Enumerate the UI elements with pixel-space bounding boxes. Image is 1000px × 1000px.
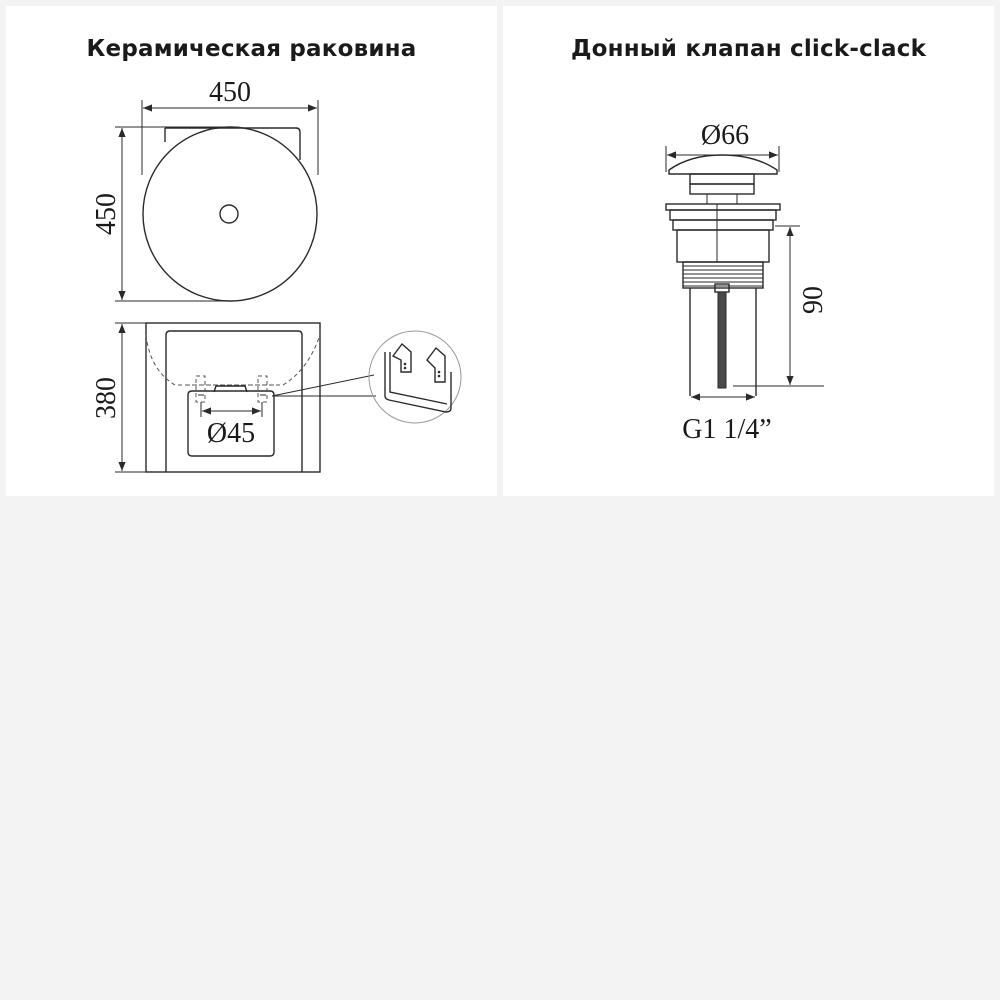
detail-bracket-left [393,344,411,372]
sink-bowl [143,127,317,301]
valve-title: Донный клапан click-clack [570,36,927,62]
sink-body [146,323,320,472]
bracket-detail-circle [369,331,461,423]
empty-background [0,497,1000,1000]
top-width-label: 450 [209,77,251,108]
sink-front-view [91,323,461,472]
valve-spring-rod [718,292,726,388]
drain-hole [220,205,238,223]
detail-bracket-right [427,348,445,382]
valve-flange [666,204,780,210]
sink-top-view [91,77,318,301]
bracket-left [196,376,205,402]
cap-diameter-label: Ø66 [700,120,750,151]
valve-body [677,230,769,262]
valve-height-label: 90 [798,286,829,314]
sink-back-plate [165,128,300,160]
top-height-label: 450 [91,193,122,235]
thread-label: G1 1/4” [682,414,772,445]
bracket-right [258,376,267,402]
click-clack-valve [666,120,829,445]
hole-diameter-label: Ø45 [206,418,256,449]
side-height-label: 380 [91,377,122,419]
sink-title: Керамическая раковина [86,36,417,62]
valve-cap [669,155,777,174]
